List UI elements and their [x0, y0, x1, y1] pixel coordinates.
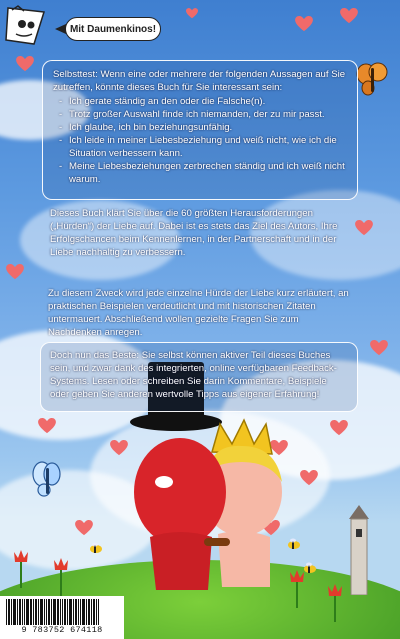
selftest-item: - Ich gerate ständig an den oder die Falsche(n). [59, 95, 347, 108]
heart-icon [370, 340, 388, 356]
selftest-item: - Ich glaube, ich bin beziehungsunfähig. [59, 121, 347, 134]
barcode-number: 9 783752 674118 [21, 625, 103, 635]
description-paragraph-2: Zu diesem Zweck wird jede einzelne Hürde der Liebe kurz erläutert, an praktischen Beispielen verdeutlicht und mit historischen Zitaten untermauert. Abschließend wollen gezielte Fragen Sie zum Nachdenken anregen. [48, 288, 349, 338]
selftest-item: - Meine Liebesbeziehungen zerbrechen ständig und ich weiß nicht warum. [59, 160, 347, 186]
tulip-flower-icon [326, 582, 344, 622]
heart-icon [6, 264, 24, 280]
publisher-logo-icon [4, 4, 54, 48]
tulip-flower-icon [12, 548, 30, 588]
heart-icon [38, 418, 56, 434]
barcode-bars [6, 599, 118, 625]
heart-icon [16, 56, 34, 72]
selftest-intro: Selbsttest: Wenn eine oder mehrere der folgenden Aussagen auf Sie zutreffen, könnte dieses Buch für Sie interessant sein: [53, 69, 346, 93]
bee-icon [286, 538, 302, 550]
heart-icon [295, 16, 313, 32]
barcode [0, 596, 124, 639]
tulip-flower-icon [52, 556, 70, 596]
tulip-flower-icon [288, 568, 306, 608]
selftest-item: - Trotz großer Auswahl finde ich niemanden, der zu mir passt. [59, 108, 347, 121]
feedback-box: Doch nun das Beste: Sie selbst können aktiver Teil dieses Buches sein, und zwar dank des integrierten, online verfügbaren Feedback-Systems. Lesen oder schreiben Sie darin Kommentare, Beispiele oder geben Sie anderen wertvolle Tipps aus eigener Erfahrung! [40, 342, 358, 412]
heart-icon [186, 8, 198, 19]
flipbook-badge: Mit Daumenkinos! [65, 17, 161, 41]
heart-icon [300, 470, 318, 486]
tower-illustration [347, 505, 371, 595]
selftest-list [53, 95, 347, 186]
selftest-box [42, 60, 358, 200]
heart-icon [355, 220, 373, 236]
heart-icon [340, 8, 358, 24]
bee-icon [88, 542, 104, 554]
description-paragraph-1: Dieses Buch klärt Sie über die 60 größten Herausforderungen („Hürden“) der Liebe auf. Dabei ist es stets das Ziel des Autors, Ihre Erfolgschancen beim Kennenlernen, in der Partnerschaft und in der Liebe nachhaltig zu verbessern. [50, 208, 338, 258]
butterfly-blue-icon [30, 460, 64, 498]
bee-icon [302, 562, 318, 574]
butterfly-orange-icon [356, 62, 390, 98]
selftest-item: - Ich leide in meiner Liebesbeziehung und weiß nicht, wie ich die Situation verbessern kann. [59, 134, 347, 160]
heart-icon [75, 520, 93, 536]
heart-icon [330, 420, 348, 436]
